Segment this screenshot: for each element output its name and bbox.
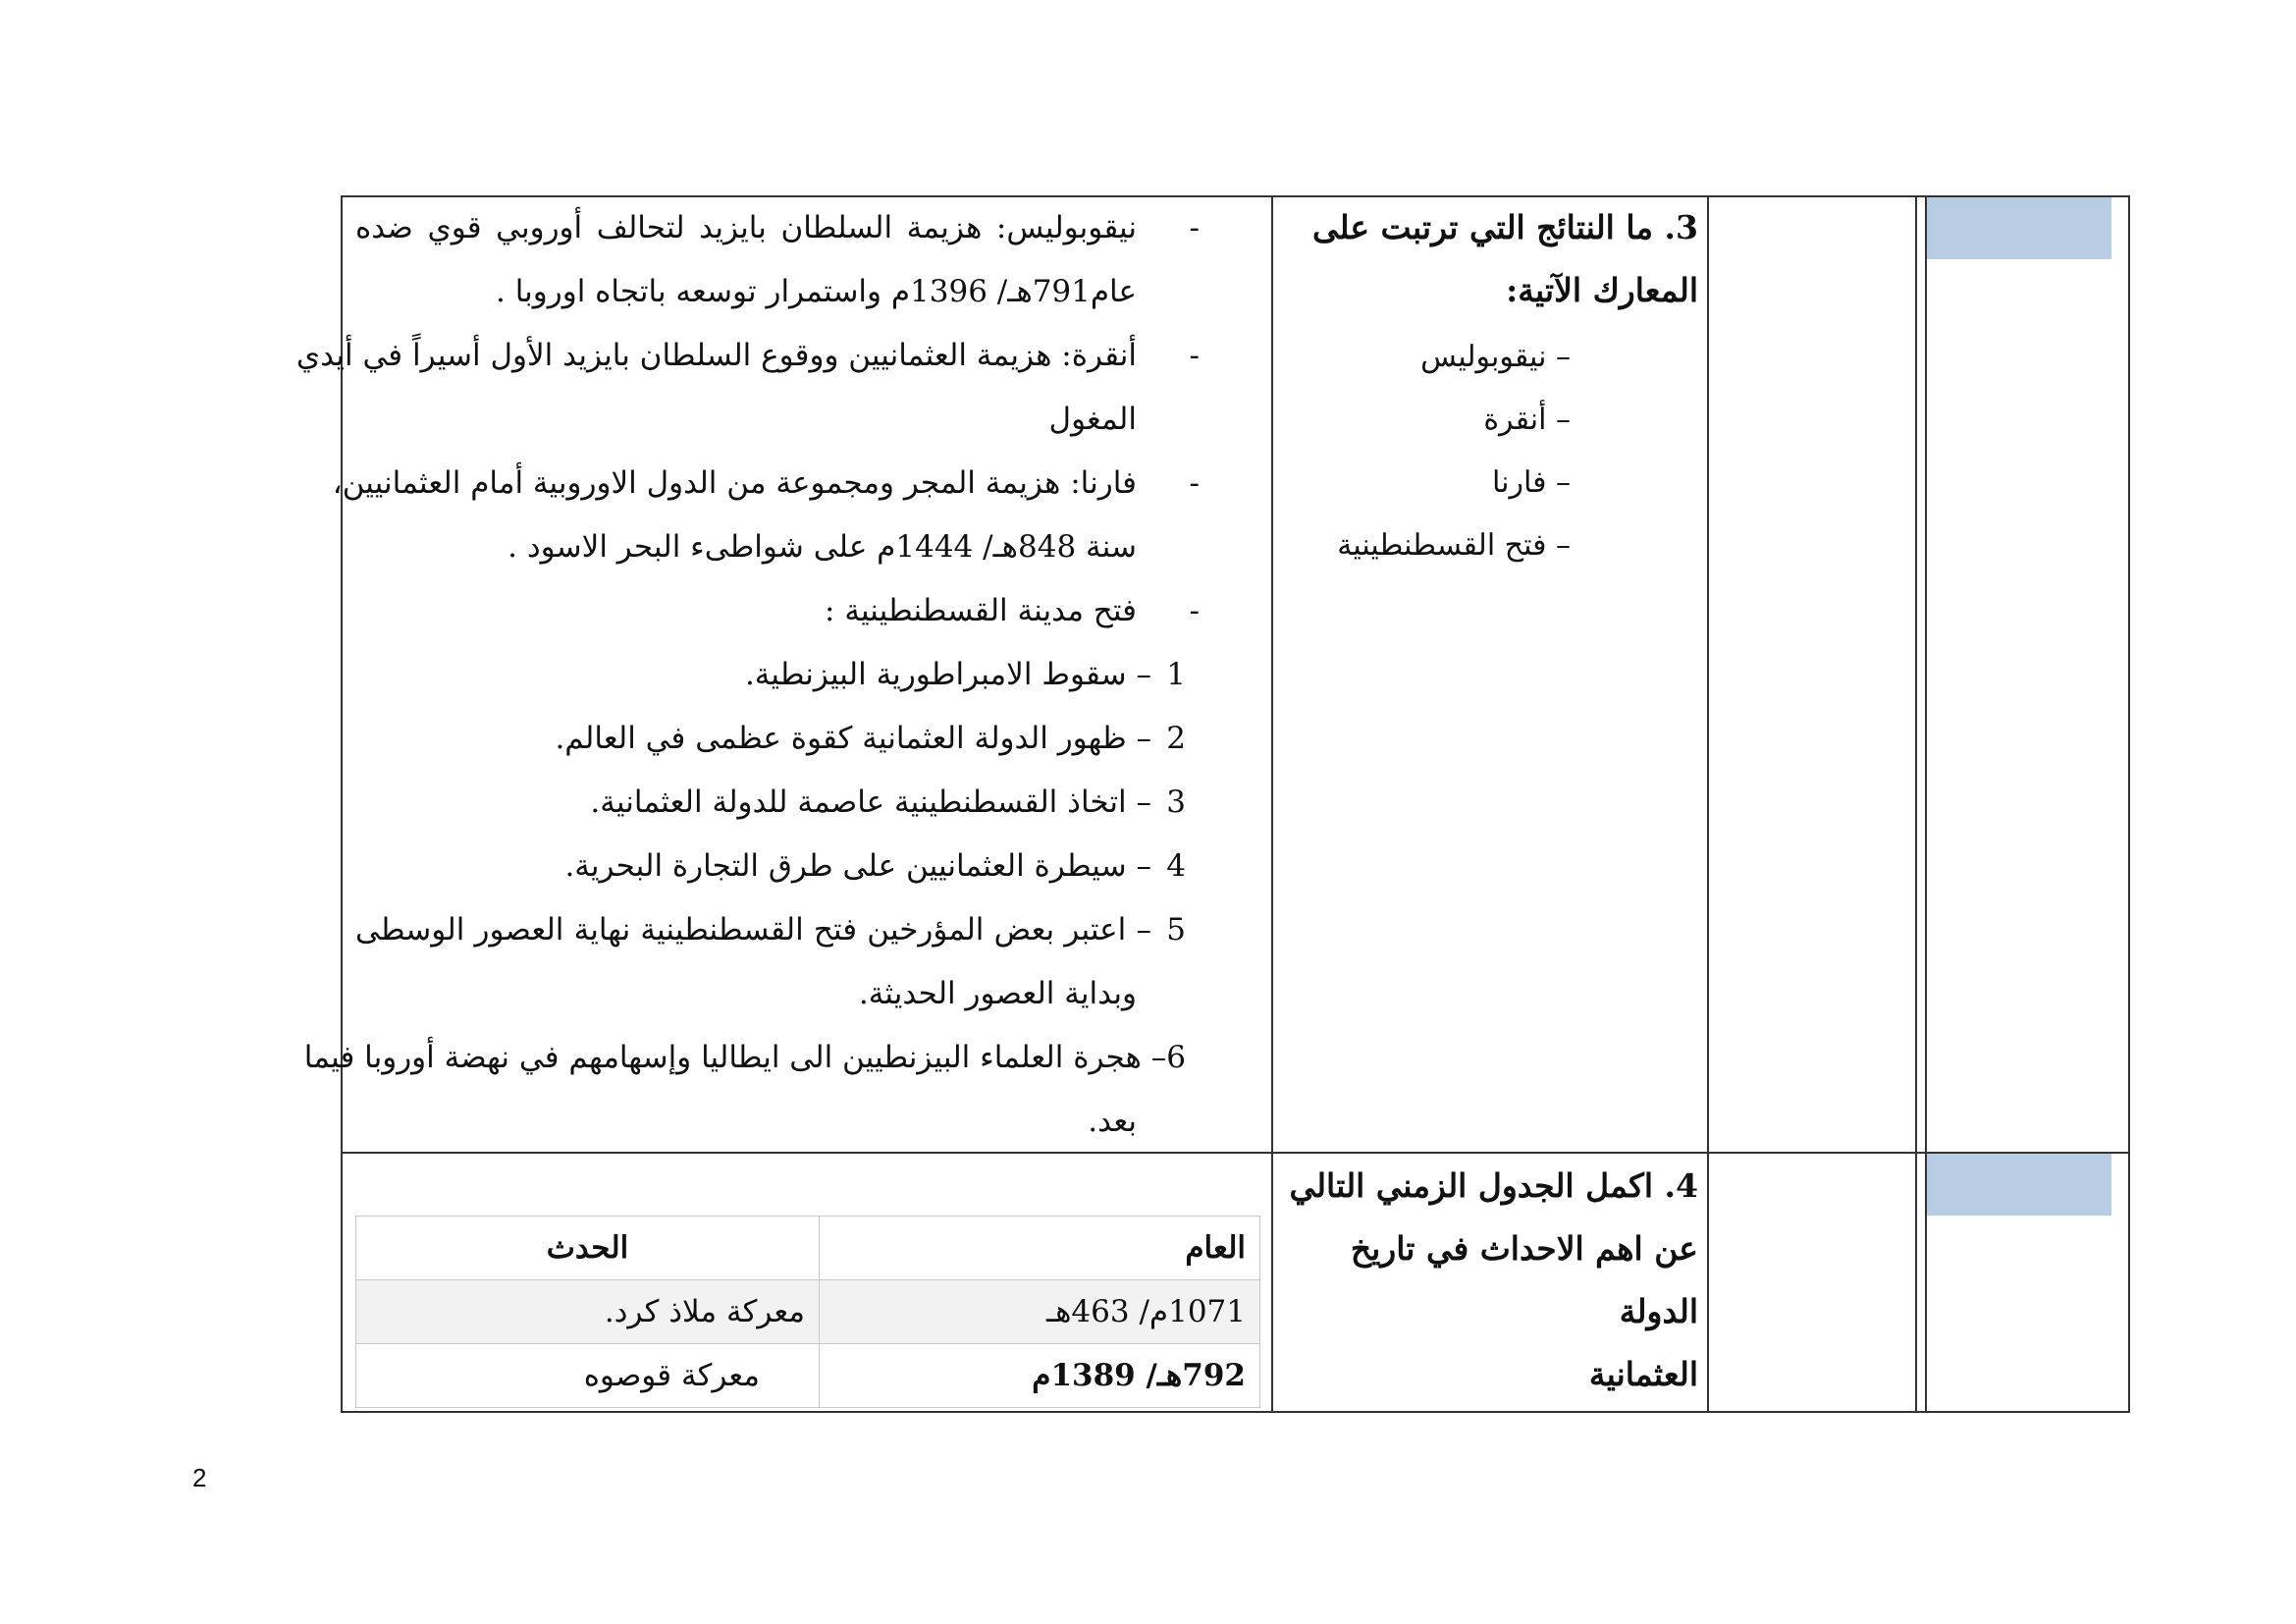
item-number: 6: [1166, 1040, 1186, 1075]
event-cell: معركة قوصوه: [356, 1344, 820, 1408]
numbered-item: [355, 707, 1186, 771]
battle-item: – فتح القسطنطينية: [1337, 528, 1571, 563]
battle-item: – أنقرة: [1483, 403, 1571, 437]
question-4-title-line: 4. اكمل الجدول الزمني التالي: [1289, 1166, 1698, 1205]
shaded-cell: [1927, 197, 2111, 259]
question-3-title: [1276, 196, 1698, 322]
answer-line: المغول: [1048, 402, 1137, 437]
numbered-item: [355, 643, 1186, 707]
numbered-item: [303, 1026, 1186, 1090]
item-number: 1: [1166, 657, 1186, 692]
numbered-results: [303, 643, 1247, 1154]
numbered-item: [355, 835, 1186, 898]
answer-line: فتح مدينة القسطنطينية :: [825, 593, 1137, 628]
answer-bullet-constantinople: [355, 579, 1247, 643]
item-number: 5: [1166, 912, 1186, 947]
answer-line: – اعتبر بعض المؤرخين فتح القسطنطينية نهاية العصور الوسطى: [355, 912, 1151, 947]
battle-item: – نيقوبوليس: [1420, 340, 1571, 374]
answer-line: – سقوط الامبراطورية البيزنطية.: [744, 657, 1151, 692]
bullet-dash: -: [1189, 210, 1200, 245]
header-event: الحدث: [356, 1217, 820, 1280]
answer-line: عام791هـ/ 1396م واستمرار توسعه باتجاه اوروبا .: [496, 274, 1137, 309]
shaded-cell: [1927, 1154, 2111, 1216]
year-cell: 1071م/ 463هـ: [820, 1280, 1260, 1344]
question-3-title-line: 3. ما النتائج التي ترتبت على: [1311, 208, 1698, 246]
answer-line: سنة 848هـ/ 1444م على شواطىء البحر الاسود .: [507, 529, 1137, 565]
year-cell: 792هـ/ 1389م: [820, 1344, 1260, 1408]
answer-line: أنقرة: هزيمة العثمانيين ووقوع السلطان بايزيد الأول أسيراً في أيدي: [295, 338, 1137, 373]
question-3-battle-list: [1276, 326, 1571, 577]
table-row: [356, 1344, 1260, 1408]
answer-line: بعد.: [1088, 1104, 1137, 1139]
item-number: 2: [1166, 721, 1186, 756]
bullet-dash: -: [1189, 593, 1200, 628]
answer-line: – هجرة العلماء البيزنطيين الى ايطاليا وإسهامهم في نهضة أوروبا فيما: [303, 1040, 1167, 1075]
numbered-item: [355, 898, 1186, 962]
answer-line: – اتخاذ القسطنطينية عاصمة للدولة العثمانية.: [590, 785, 1151, 820]
column-divider: [1271, 197, 1273, 1411]
bullet-dash: -: [1189, 338, 1200, 373]
question-3-answer: [295, 196, 1247, 1154]
column-divider: [1707, 197, 1709, 1411]
event-cell: معركة ملاذ كرد.: [356, 1280, 820, 1344]
answer-line: فارنا: هزيمة المجر ومجموعة من الدول الاوروبية أمام العثمانيين،: [332, 465, 1137, 501]
answer-bullet-ankara: [295, 324, 1247, 452]
table-row: [356, 1280, 1260, 1344]
column-divider: [1915, 197, 1917, 1411]
bullet-dash: -: [1189, 465, 1200, 501]
item-number: 4: [1166, 848, 1186, 884]
question-3-title-line: المعارك الآتية:: [1506, 271, 1698, 309]
battle-item: – فارنا: [1492, 465, 1571, 500]
answer-bullet-nicopolis: [355, 196, 1247, 324]
answer-line: وبداية العصور الحديثة.: [858, 976, 1137, 1011]
question-4-title: [1276, 1155, 1698, 1406]
answer-line: – سيطرة العثمانيين على طرق التجارة البحرية.: [564, 848, 1151, 884]
numbered-item: [355, 771, 1186, 835]
question-4-title-line: عن اهم الاحداث في تاريخ الدولة: [1350, 1229, 1698, 1330]
item-number: 3: [1166, 785, 1186, 820]
question-4-title-line: العثمانية: [1588, 1355, 1698, 1393]
answer-bullet-varna: [332, 452, 1247, 579]
column-divider: [1925, 197, 1927, 1411]
page-number: 2: [192, 1463, 207, 1492]
header-year: العام: [820, 1217, 1260, 1280]
answer-line: – ظهور الدولة العثمانية كقوة عظمى في العالم.: [555, 721, 1151, 756]
timeline-table: [355, 1216, 1260, 1408]
answer-line: نيقوبوليس: هزيمة السلطان بايزيد لتحالف أوروبي قوي ضده: [355, 210, 1137, 245]
timeline-header-row: [356, 1217, 1260, 1280]
